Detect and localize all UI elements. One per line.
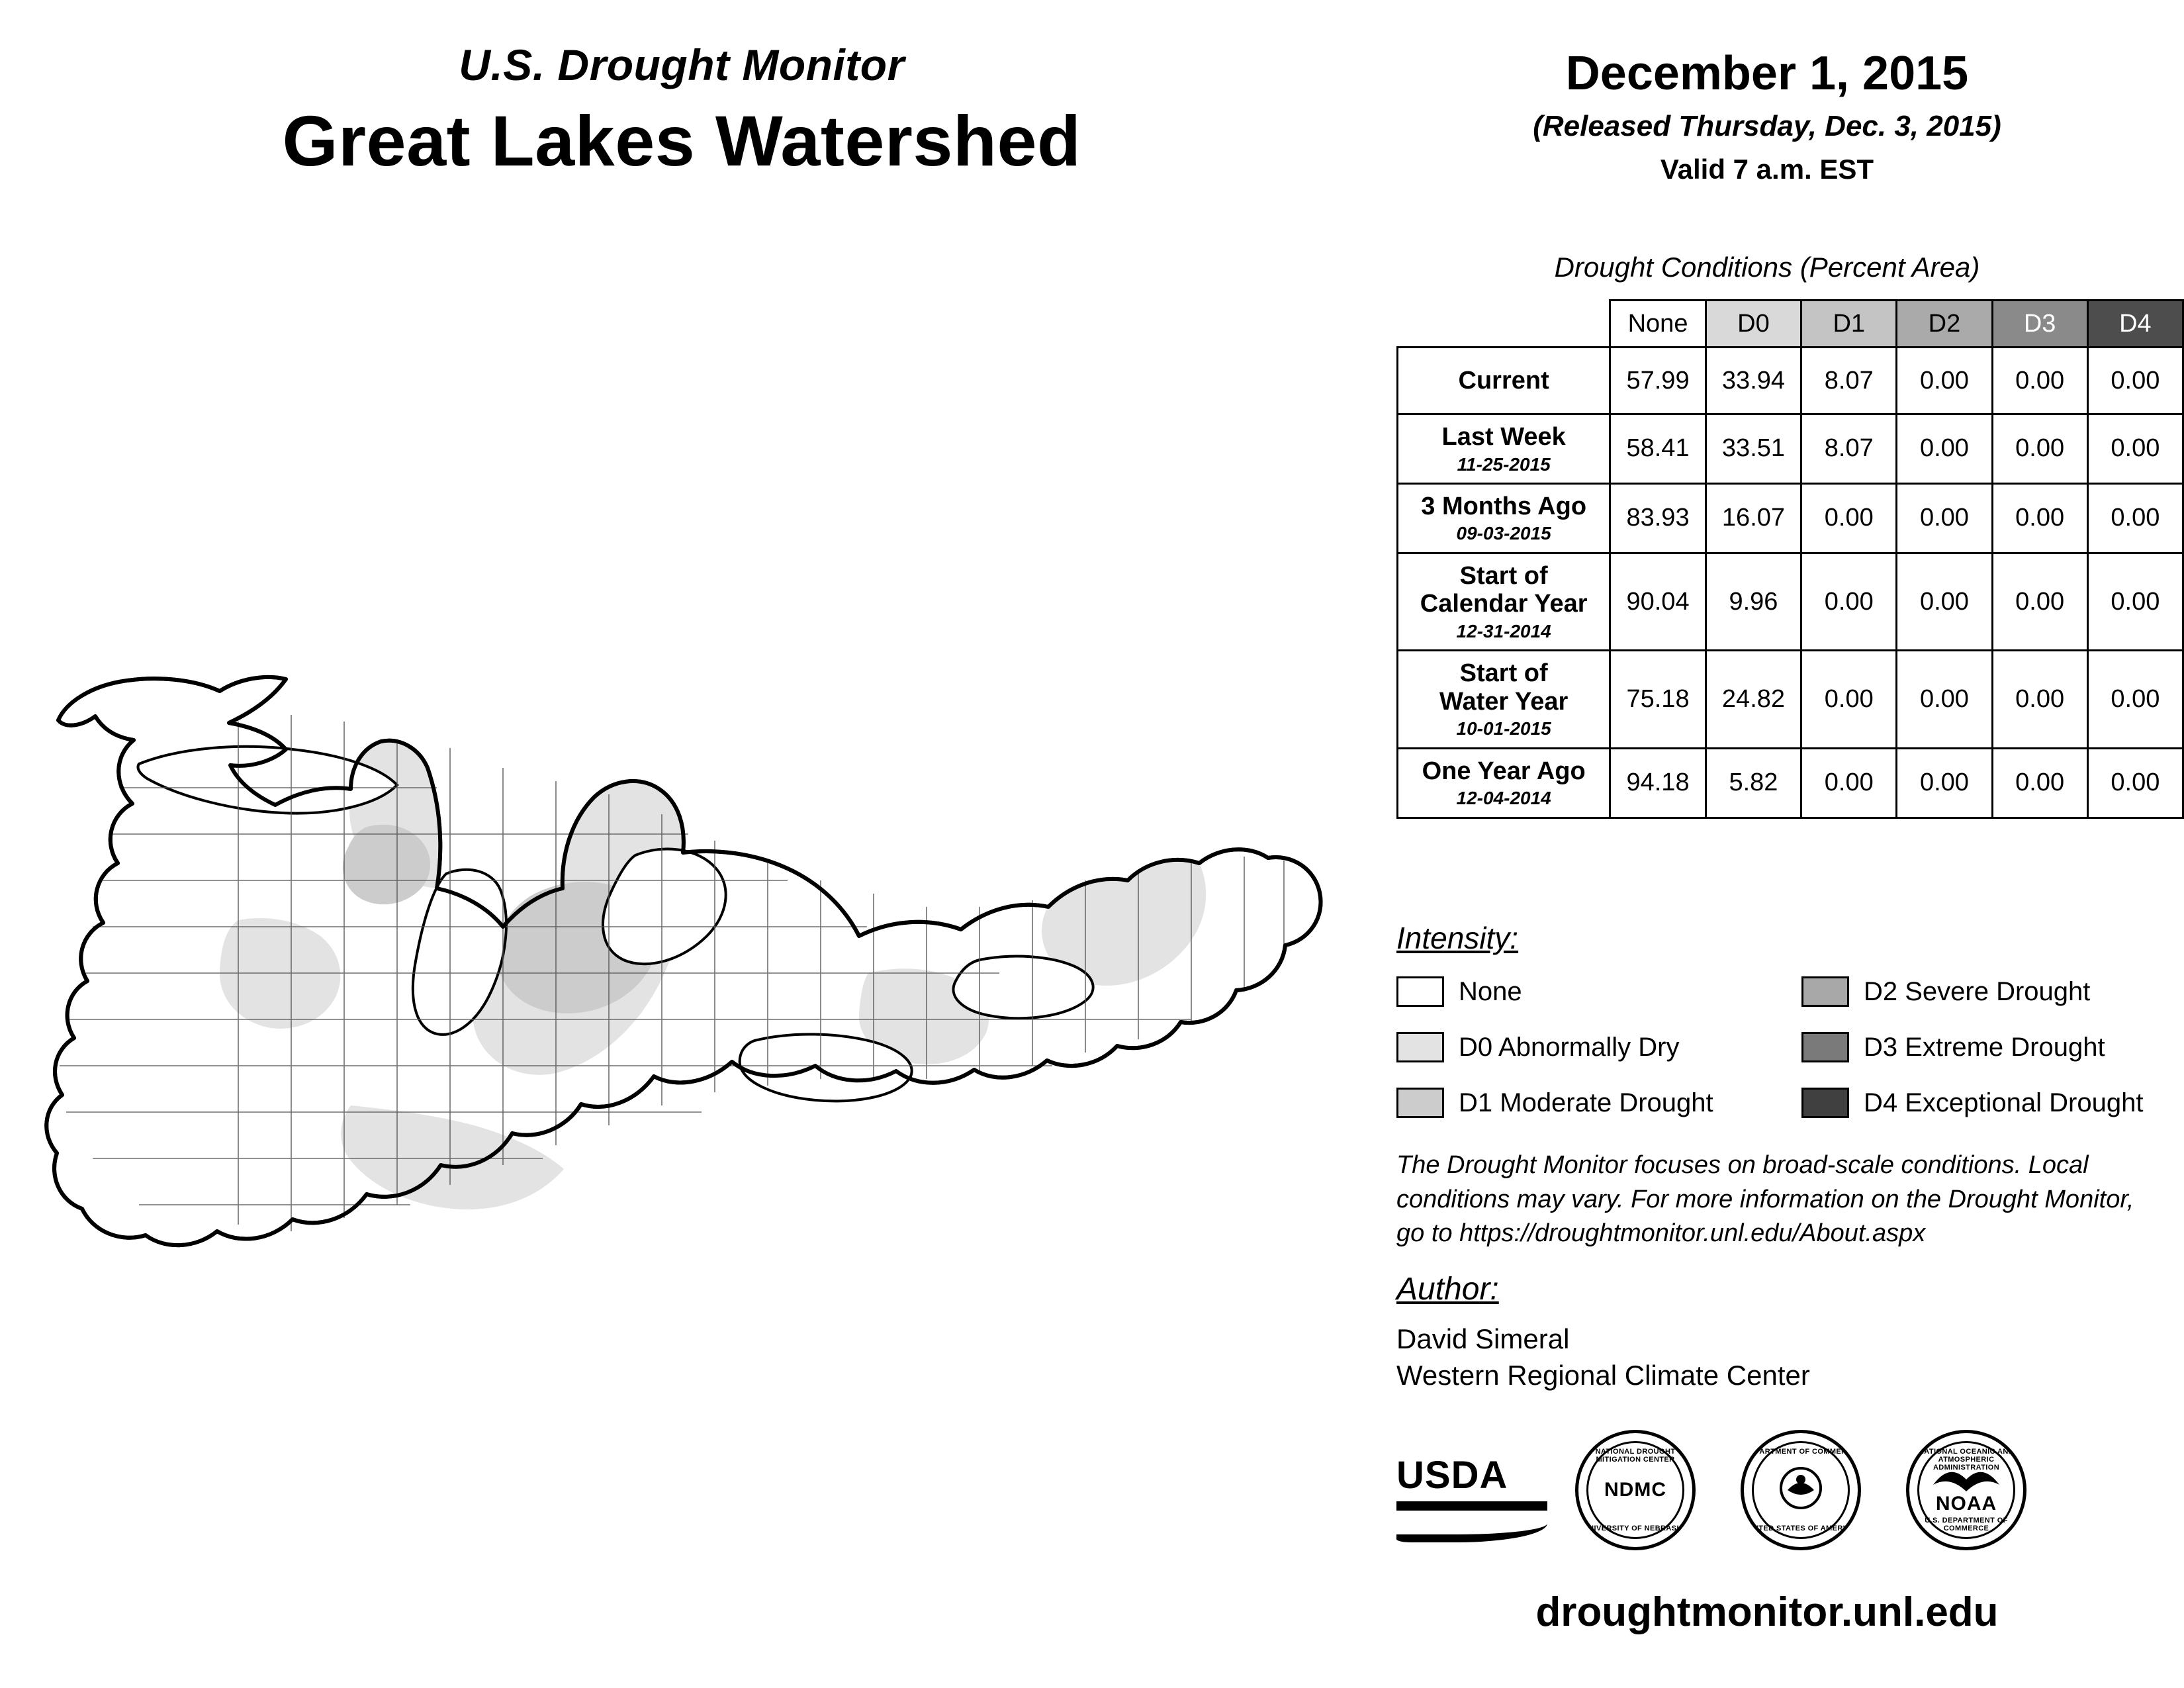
column-header-d4: D4: [2087, 301, 2183, 348]
row-label-one-year-ago: [1398, 748, 1610, 818]
legend-item-d0: [1396, 1023, 1713, 1071]
table-row: [1398, 553, 2183, 650]
row-label-start-calendar-year: [1398, 553, 1610, 650]
noaa-bottom-text: U.S. DEPARTMENT OF COMMERCE: [1925, 1517, 2008, 1532]
ndmc-center-text: NDMC: [1604, 1479, 1666, 1501]
usda-swoosh-shape: [1396, 1511, 1547, 1542]
doc-bottom-text: UNITED STATES OF AMERICA: [1745, 1524, 1856, 1532]
cell-3months-d4: 0.00: [2087, 483, 2183, 553]
cell-oneyear-d0: 5.82: [1706, 748, 1801, 818]
cell-wateryear-d3: 0.00: [1992, 651, 2087, 748]
noaa-logo-icon: [1906, 1430, 2026, 1550]
cell-current-d1: 8.07: [1801, 348, 1897, 414]
cell-lastweek-d3: 0.00: [1992, 414, 2087, 484]
row-label-name-line1: Start of: [1459, 659, 1548, 688]
table-corner-cell: [1398, 301, 1610, 348]
legend-item-d1: [1396, 1079, 1713, 1127]
legend-column-right: [1801, 968, 2143, 1135]
doc-seal-shape: [1741, 1430, 1861, 1550]
cell-oneyear-none: 94.18: [1610, 748, 1706, 818]
cell-wateryear-d0: 24.82: [1706, 651, 1801, 748]
cell-lastweek-d4: 0.00: [2087, 414, 2183, 484]
table-header-row: [1398, 301, 2183, 348]
legend-label-d4: D4 Exceptional Drought: [1864, 1088, 2144, 1117]
legend-label-d1: D1 Moderate Drought: [1459, 1088, 1713, 1117]
legend-label-d3: D3 Extreme Drought: [1864, 1032, 2105, 1062]
author-heading: Author:: [1396, 1272, 1499, 1307]
row-label-name-line1: Start of: [1459, 561, 1548, 590]
doc-logo-icon: [1741, 1430, 1861, 1550]
cell-oneyear-d3: 0.00: [1992, 748, 2087, 818]
great-lakes-watershed-map: [40, 549, 1337, 1542]
cell-calyear-none: 90.04: [1610, 553, 1706, 650]
cell-current-none: 57.99: [1610, 348, 1706, 414]
cell-3months-d3: 0.00: [1992, 483, 2087, 553]
lake-ontario-shape: [954, 957, 1093, 1019]
cell-lastweek-d0: 33.51: [1706, 414, 1801, 484]
table-row: [1398, 414, 2183, 484]
column-header-d2: D2: [1897, 301, 1992, 348]
author-block: [1396, 1321, 1810, 1394]
website-url: droughtmonitor.unl.edu: [1535, 1589, 1999, 1635]
row-label-name: Current: [1458, 366, 1549, 395]
date-block: [1377, 46, 2158, 185]
swatch-d0-icon: [1396, 1032, 1444, 1062]
table-row: [1398, 748, 2183, 818]
product-name: U.S. Drought Monitor: [459, 40, 905, 89]
column-header-d0: D0: [1706, 301, 1801, 348]
ndmc-bottom-text: UNIVERSITY OF NEBRASKA: [1582, 1524, 1688, 1532]
intensity-heading: Intensity:: [1396, 921, 1519, 955]
cell-calyear-d3: 0.00: [1992, 553, 2087, 650]
valid-date: December 1, 2015: [1565, 47, 1969, 100]
row-label-date: 09-03-2015: [1456, 523, 1551, 544]
table-row: [1398, 348, 2183, 414]
swatch-d1-icon: [1396, 1088, 1444, 1118]
cell-3months-d1: 0.00: [1801, 483, 1897, 553]
ndmc-logo-icon: [1575, 1430, 1696, 1550]
map-container: [40, 549, 1337, 1542]
row-label-current: [1398, 348, 1610, 414]
cell-current-d4: 0.00: [2087, 348, 2183, 414]
usda-logo-icon: [1396, 1430, 1555, 1542]
column-header-d1: D1: [1801, 301, 1897, 348]
cell-oneyear-d1: 0.00: [1801, 748, 1897, 818]
cell-oneyear-d2: 0.00: [1897, 748, 1992, 818]
row-label-name: One Year Ago: [1422, 757, 1586, 785]
row-label-date: 12-04-2014: [1456, 788, 1551, 809]
drought-conditions-table: [1396, 299, 2184, 819]
row-label-date: 12-31-2014: [1456, 620, 1551, 641]
cell-wateryear-d1: 0.00: [1801, 651, 1897, 748]
row-label-last-week: [1398, 414, 1610, 484]
usda-bar-shape: [1396, 1501, 1547, 1511]
valid-time: Valid 7 a.m. EST: [1660, 154, 1874, 185]
cell-lastweek-none: 58.41: [1610, 414, 1706, 484]
release-date: (Released Thursday, Dec. 3, 2015): [1533, 110, 2001, 142]
swatch-none-icon: [1396, 976, 1444, 1007]
table-row: [1398, 483, 2183, 553]
noaa-center-text: NOAA: [1935, 1492, 1997, 1515]
cell-lastweek-d1: 8.07: [1801, 414, 1897, 484]
title-block: [0, 40, 1363, 182]
cell-current-d3: 0.00: [1992, 348, 2087, 414]
cell-wateryear-none: 75.18: [1610, 651, 1706, 748]
swatch-d3-icon: [1801, 1032, 1849, 1062]
noaa-seal-shape: [1906, 1430, 2026, 1550]
row-label-name: 3 Months Ago: [1421, 492, 1587, 520]
legend-item-d3: [1801, 1023, 2143, 1071]
column-header-d3: D3: [1992, 301, 2087, 348]
cell-current-d0: 33.94: [1706, 348, 1801, 414]
ndmc-seal-shape: [1575, 1430, 1696, 1550]
legend-column-left: [1396, 968, 1713, 1135]
legend-label-d2: D2 Severe Drought: [1864, 976, 2091, 1006]
swatch-d2-icon: [1801, 976, 1849, 1007]
table-caption: Drought Conditions (Percent Area): [1554, 252, 1980, 283]
page-title: Great Lakes Watershed: [282, 101, 1081, 181]
cell-calyear-d4: 0.00: [2087, 553, 2183, 650]
row-label-name: Last Week: [1441, 423, 1566, 451]
cell-calyear-d1: 0.00: [1801, 553, 1897, 650]
cell-wateryear-d2: 0.00: [1897, 651, 1992, 748]
legend-label-none: None: [1459, 976, 1522, 1006]
row-label-date: 10-01-2015: [1456, 718, 1551, 739]
cell-calyear-d2: 0.00: [1897, 553, 1992, 650]
row-label-start-water-year: [1398, 651, 1610, 748]
table-row: [1398, 651, 2183, 748]
legend-item-d4: [1801, 1079, 2143, 1127]
usda-logo-text: USDA: [1396, 1454, 1508, 1497]
noaa-top-text: NATIONAL OCEANIC AND ATMOSPHERIC ADMINISTRATION: [1918, 1448, 2015, 1472]
row-label-3-months-ago: [1398, 483, 1610, 553]
swatch-d4-icon: [1801, 1088, 1849, 1118]
row-label-date: 11-25-2015: [1457, 453, 1551, 475]
doc-top-text: DEPARTMENT OF COMMERCE: [1744, 1448, 1858, 1456]
cell-current-d2: 0.00: [1897, 348, 1992, 414]
author-affiliation: Western Regional Climate Center: [1396, 1360, 1810, 1391]
author-name: David Simeral: [1396, 1323, 1570, 1354]
cell-lastweek-d2: 0.00: [1897, 414, 1992, 484]
logo-row: [1383, 1430, 2164, 1556]
cell-oneyear-d4: 0.00: [2087, 748, 2183, 818]
cell-3months-none: 83.93: [1610, 483, 1706, 553]
cell-wateryear-d4: 0.00: [2087, 651, 2183, 748]
row-label-name-line2: Water Year: [1439, 687, 1569, 716]
doc-eagle-icon: [1771, 1458, 1831, 1518]
legend-label-d0: D0 Abnormally Dry: [1459, 1032, 1680, 1062]
row-label-name-line2: Calendar Year: [1420, 590, 1588, 618]
cell-calyear-d0: 9.96: [1706, 553, 1801, 650]
legend-item-d2: [1801, 968, 2143, 1015]
ndmc-top-text: NATIONAL DROUGHT MITIGATION CENTER: [1595, 1448, 1676, 1464]
cell-3months-d2: 0.00: [1897, 483, 1992, 553]
disclaimer-text: The Drought Monitor focuses on broad-scale conditions. Local conditions may vary. For more information on the Drought Monitor, go to https://droughtmonitor.unl.edu/About.aspx: [1396, 1151, 2134, 1248]
legend-item-none: [1396, 968, 1713, 1015]
column-header-none: None: [1610, 301, 1706, 348]
cell-3months-d0: 16.07: [1706, 483, 1801, 553]
